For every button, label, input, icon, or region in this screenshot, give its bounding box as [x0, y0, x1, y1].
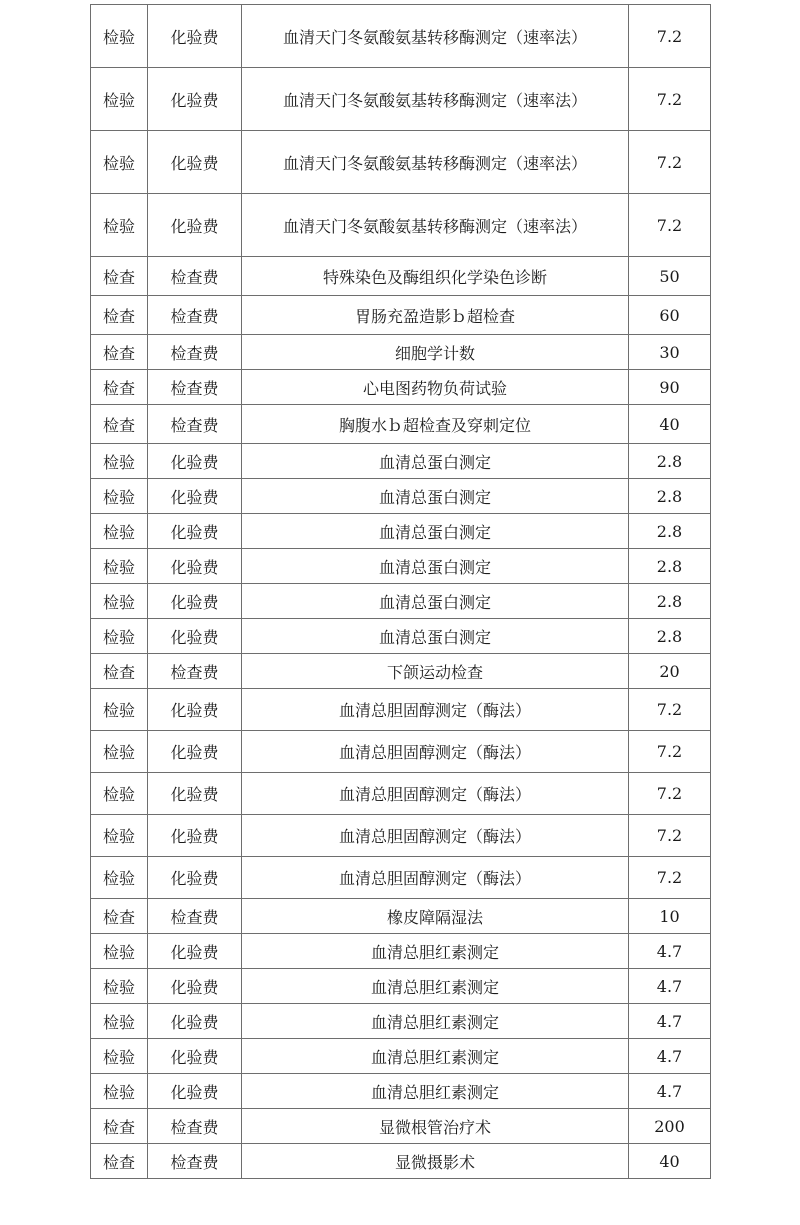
fee-type-cell — [148, 584, 242, 619]
table-row — [91, 689, 711, 731]
fee-type-cell-text: 化验费 — [170, 977, 219, 997]
category-cell — [91, 1144, 148, 1179]
price-cell — [629, 969, 711, 1004]
category-cell — [91, 584, 148, 619]
fee-type-cell — [148, 1039, 242, 1074]
category-cell — [91, 899, 148, 934]
price-cell — [629, 5, 711, 68]
fee-type-cell-text: 检查费 — [170, 907, 219, 927]
price-cell-text: 7.2 — [656, 89, 683, 109]
item-name-cell-text: 血清总蛋白测定 — [378, 452, 491, 472]
item-name-cell-text: 显微摄影术 — [394, 1152, 475, 1172]
fee-type-cell-text: 化验费 — [170, 1047, 219, 1067]
price-cell — [629, 654, 711, 689]
item-name-cell — [242, 1004, 629, 1039]
item-name-cell — [242, 899, 629, 934]
fee-type-cell — [148, 335, 242, 370]
category-cell-text: 检验 — [102, 557, 135, 577]
category-cell-text: 检验 — [102, 522, 135, 542]
category-cell — [91, 514, 148, 549]
price-cell — [629, 1074, 711, 1109]
table-row — [91, 479, 711, 514]
fee-type-cell — [148, 194, 242, 257]
item-name-cell-text: 特殊染色及酶组织化学染色诊断 — [322, 267, 547, 287]
category-cell — [91, 405, 148, 444]
price-cell-text: 2.8 — [656, 521, 683, 541]
fee-type-cell — [148, 1144, 242, 1179]
price-cell — [629, 731, 711, 773]
item-name-cell — [242, 405, 629, 444]
price-cell — [629, 257, 711, 296]
fee-type-cell — [148, 654, 242, 689]
item-name-cell — [242, 257, 629, 296]
category-cell-text: 检验 — [102, 743, 135, 762]
price-cell — [629, 1109, 711, 1144]
price-cell-text: 7.2 — [656, 215, 683, 235]
table-row — [91, 773, 711, 815]
table-row — [91, 857, 711, 899]
price-cell-text: 50 — [659, 266, 680, 286]
table-row — [91, 1004, 711, 1039]
item-name-cell-text: 血清总胆固醇测定（酶法） — [338, 701, 531, 720]
price-cell — [629, 689, 711, 731]
category-cell-text: 检验 — [102, 977, 135, 997]
item-name-cell-text: 血清天门冬氨酸氨基转移酶测定（速率法） — [282, 90, 587, 110]
fee-type-cell — [148, 479, 242, 514]
table-row — [91, 405, 711, 444]
fee-type-cell-text: 检查费 — [170, 306, 219, 326]
fee-type-cell — [148, 731, 242, 773]
category-cell — [91, 479, 148, 514]
fee-type-cell — [148, 370, 242, 405]
fee-type-cell-text: 化验费 — [170, 27, 219, 47]
fee-type-cell-text: 化验费 — [170, 557, 219, 577]
price-cell-text: 4.7 — [656, 941, 683, 961]
table-row — [91, 370, 711, 405]
fee-type-cell — [148, 619, 242, 654]
item-name-cell-text: 血清总胆红素测定 — [370, 977, 499, 997]
price-cell — [629, 549, 711, 584]
price-cell-text: 7.2 — [656, 700, 683, 719]
item-name-cell — [242, 1109, 629, 1144]
category-cell — [91, 5, 148, 68]
price-cell — [629, 1004, 711, 1039]
fee-type-cell — [148, 773, 242, 815]
item-name-cell-text: 血清总胆固醇测定（酶法） — [338, 869, 531, 888]
item-name-cell — [242, 857, 629, 899]
table-row — [91, 654, 711, 689]
price-cell — [629, 899, 711, 934]
item-name-cell — [242, 479, 629, 514]
fee-table-container — [90, 4, 710, 1179]
fee-type-cell — [148, 1109, 242, 1144]
item-name-cell — [242, 370, 629, 405]
item-name-cell — [242, 584, 629, 619]
fee-type-cell — [148, 131, 242, 194]
category-cell-text: 检验 — [102, 487, 135, 507]
category-cell — [91, 1109, 148, 1144]
table-row — [91, 934, 711, 969]
item-name-cell — [242, 1144, 629, 1179]
item-name-cell — [242, 194, 629, 257]
category-cell — [91, 857, 148, 899]
item-name-cell-text: 血清总蛋白测定 — [378, 627, 491, 647]
item-name-cell — [242, 296, 629, 335]
item-name-cell-text: 细胞学计数 — [394, 343, 475, 363]
table-row — [91, 619, 711, 654]
price-cell — [629, 1144, 711, 1179]
table-row — [91, 257, 711, 296]
price-cell-text: 2.8 — [656, 451, 683, 471]
fee-type-cell — [148, 689, 242, 731]
item-name-cell-text: 血清总蛋白测定 — [378, 487, 491, 507]
item-name-cell-text: 血清总蛋白测定 — [378, 522, 491, 542]
fee-type-cell — [148, 444, 242, 479]
price-cell — [629, 405, 711, 444]
item-name-cell — [242, 934, 629, 969]
category-cell — [91, 731, 148, 773]
category-cell-text: 检查 — [102, 267, 135, 287]
category-cell — [91, 194, 148, 257]
category-cell — [91, 1074, 148, 1109]
category-cell — [91, 549, 148, 584]
item-name-cell — [242, 5, 629, 68]
fee-type-cell-text: 化验费 — [170, 153, 219, 173]
item-name-cell — [242, 514, 629, 549]
item-name-cell — [242, 1039, 629, 1074]
item-name-cell-text: 下颌运动检查 — [386, 662, 483, 682]
table-row — [91, 5, 711, 68]
fee-type-cell — [148, 514, 242, 549]
category-cell-text: 检验 — [102, 1047, 135, 1067]
fee-type-cell-text: 化验费 — [170, 627, 219, 647]
fee-type-cell — [148, 969, 242, 1004]
price-cell — [629, 619, 711, 654]
fee-type-cell-text: 检查费 — [170, 267, 219, 287]
item-name-cell-text: 显微根管治疗术 — [378, 1117, 491, 1137]
price-cell-text: 90 — [659, 377, 680, 397]
price-cell — [629, 773, 711, 815]
price-cell — [629, 194, 711, 257]
item-name-cell-text: 血清总胆固醇测定（酶法） — [338, 785, 531, 804]
price-cell-text: 4.7 — [656, 1011, 683, 1031]
price-cell-text: 2.8 — [656, 591, 683, 611]
price-cell-text: 2.8 — [656, 626, 683, 646]
table-row — [91, 68, 711, 131]
item-name-cell-text: 血清总蛋白测定 — [378, 557, 491, 577]
fee-type-cell-text: 化验费 — [170, 592, 219, 612]
item-name-cell — [242, 68, 629, 131]
price-cell-text: 40 — [659, 414, 680, 434]
fee-type-cell-text: 化验费 — [170, 869, 219, 888]
fee-type-cell — [148, 815, 242, 857]
fee-type-cell-text: 化验费 — [170, 522, 219, 542]
item-name-cell — [242, 131, 629, 194]
category-cell-text: 检验 — [102, 827, 135, 846]
price-cell-text: 200 — [654, 1116, 685, 1136]
fee-type-cell-text: 化验费 — [170, 827, 219, 846]
table-row — [91, 815, 711, 857]
category-cell-text: 检查 — [102, 378, 135, 398]
item-name-cell-text: 胸腹水ｂ超检查及穿刺定位 — [338, 415, 531, 435]
category-cell-text: 检查 — [102, 1117, 135, 1137]
table-row — [91, 514, 711, 549]
item-name-cell-text: 血清总胆固醇测定（酶法） — [338, 827, 531, 846]
category-cell — [91, 1004, 148, 1039]
fee-type-cell-text: 化验费 — [170, 701, 219, 720]
category-cell — [91, 815, 148, 857]
category-cell — [91, 131, 148, 194]
item-name-cell — [242, 689, 629, 731]
price-cell-text: 40 — [659, 1151, 680, 1171]
category-cell — [91, 257, 148, 296]
price-cell — [629, 444, 711, 479]
category-cell-text: 检验 — [102, 153, 135, 173]
item-name-cell-text: 血清总蛋白测定 — [378, 592, 491, 612]
category-cell-text: 检查 — [102, 907, 135, 927]
category-cell — [91, 296, 148, 335]
category-cell-text: 检验 — [102, 627, 135, 647]
price-cell-text: 4.7 — [656, 1046, 683, 1066]
category-cell-text: 检查 — [102, 306, 135, 326]
fee-type-cell — [148, 296, 242, 335]
table-row — [91, 1109, 711, 1144]
item-name-cell-text: 血清总胆红素测定 — [370, 1082, 499, 1102]
category-cell — [91, 654, 148, 689]
category-cell-text: 检验 — [102, 869, 135, 888]
fee-type-cell-text: 化验费 — [170, 1082, 219, 1102]
item-name-cell — [242, 444, 629, 479]
fee-type-cell — [148, 934, 242, 969]
fee-table — [90, 4, 711, 1179]
category-cell-text: 检验 — [102, 1012, 135, 1032]
table-row — [91, 335, 711, 370]
category-cell-text: 检验 — [102, 942, 135, 962]
item-name-cell — [242, 731, 629, 773]
category-cell-text: 检查 — [102, 415, 135, 435]
category-cell-text: 检验 — [102, 452, 135, 472]
fee-type-cell-text: 化验费 — [170, 452, 219, 472]
fee-type-cell — [148, 1074, 242, 1109]
table-row — [91, 1039, 711, 1074]
price-cell-text: 7.2 — [656, 784, 683, 803]
table-row — [91, 444, 711, 479]
item-name-cell — [242, 815, 629, 857]
fee-type-cell — [148, 549, 242, 584]
item-name-cell-text: 胃肠充盈造影ｂ超检查 — [354, 306, 515, 326]
price-cell-text: 7.2 — [656, 26, 683, 46]
category-cell — [91, 969, 148, 1004]
price-cell — [629, 68, 711, 131]
table-row — [91, 731, 711, 773]
fee-type-cell-text: 化验费 — [170, 90, 219, 110]
category-cell — [91, 689, 148, 731]
category-cell-text: 检查 — [102, 343, 135, 363]
category-cell — [91, 934, 148, 969]
fee-type-cell-text: 化验费 — [170, 487, 219, 507]
item-name-cell — [242, 549, 629, 584]
fee-type-cell-text: 化验费 — [170, 743, 219, 762]
price-cell-text: 4.7 — [656, 976, 683, 996]
item-name-cell-text: 血清天门冬氨酸氨基转移酶测定（速率法） — [282, 216, 587, 236]
category-cell-text: 检查 — [102, 1152, 135, 1172]
price-cell — [629, 584, 711, 619]
price-cell-text: 7.2 — [656, 826, 683, 845]
item-name-cell-text: 心电图药物负荷试验 — [362, 378, 507, 398]
fee-type-cell — [148, 68, 242, 131]
table-row — [91, 899, 711, 934]
price-cell — [629, 370, 711, 405]
price-cell-text: 7.2 — [656, 152, 683, 172]
category-cell-text: 检验 — [102, 90, 135, 110]
price-cell-text: 7.2 — [656, 868, 683, 887]
item-name-cell-text: 血清总胆红素测定 — [370, 942, 499, 962]
price-cell-text: 7.2 — [656, 742, 683, 761]
category-cell-text: 检验 — [102, 1082, 135, 1102]
fee-table-body — [91, 5, 711, 1179]
item-name-cell — [242, 1074, 629, 1109]
fee-type-cell-text: 检查费 — [170, 1152, 219, 1172]
price-cell — [629, 131, 711, 194]
price-cell — [629, 934, 711, 969]
price-cell-text: 2.8 — [656, 556, 683, 576]
category-cell-text: 检验 — [102, 216, 135, 236]
table-row — [91, 194, 711, 257]
table-row — [91, 584, 711, 619]
category-cell-text: 检验 — [102, 785, 135, 804]
price-cell — [629, 335, 711, 370]
item-name-cell-text: 血清总胆红素测定 — [370, 1047, 499, 1067]
fee-type-cell — [148, 257, 242, 296]
table-row — [91, 1074, 711, 1109]
price-cell — [629, 479, 711, 514]
item-name-cell — [242, 619, 629, 654]
category-cell — [91, 773, 148, 815]
category-cell — [91, 444, 148, 479]
item-name-cell — [242, 773, 629, 815]
fee-type-cell — [148, 5, 242, 68]
item-name-cell — [242, 335, 629, 370]
item-name-cell-text: 血清天门冬氨酸氨基转移酶测定（速率法） — [282, 27, 587, 47]
fee-type-cell-text: 化验费 — [170, 216, 219, 236]
price-cell-text: 60 — [659, 305, 680, 325]
price-cell-text: 30 — [659, 342, 680, 362]
price-cell-text: 10 — [659, 906, 680, 926]
item-name-cell — [242, 654, 629, 689]
price-cell-text: 20 — [659, 661, 680, 681]
category-cell — [91, 370, 148, 405]
fee-type-cell-text: 检查费 — [170, 662, 219, 682]
item-name-cell-text: 血清总胆固醇测定（酶法） — [338, 743, 531, 762]
table-row — [91, 549, 711, 584]
fee-type-cell-text: 检查费 — [170, 378, 219, 398]
price-cell — [629, 296, 711, 335]
price-cell — [629, 857, 711, 899]
fee-type-cell — [148, 899, 242, 934]
fee-type-cell — [148, 405, 242, 444]
table-row — [91, 131, 711, 194]
category-cell — [91, 619, 148, 654]
price-cell — [629, 815, 711, 857]
item-name-cell-text: 血清总胆红素测定 — [370, 1012, 499, 1032]
table-row — [91, 1144, 711, 1179]
fee-type-cell-text: 检查费 — [170, 415, 219, 435]
fee-type-cell-text: 检查费 — [170, 1117, 219, 1137]
category-cell — [91, 1039, 148, 1074]
item-name-cell-text: 橡皮障隔湿法 — [386, 907, 483, 927]
price-cell — [629, 1039, 711, 1074]
category-cell-text: 检查 — [102, 662, 135, 682]
category-cell-text: 检验 — [102, 701, 135, 720]
fee-type-cell-text: 检查费 — [170, 343, 219, 363]
price-cell-text: 4.7 — [656, 1081, 683, 1101]
price-cell-text: 2.8 — [656, 486, 683, 506]
table-row — [91, 296, 711, 335]
fee-type-cell-text: 化验费 — [170, 942, 219, 962]
category-cell-text: 检验 — [102, 27, 135, 47]
fee-type-cell — [148, 857, 242, 899]
fee-type-cell-text: 化验费 — [170, 785, 219, 804]
fee-type-cell-text: 化验费 — [170, 1012, 219, 1032]
fee-type-cell — [148, 1004, 242, 1039]
price-cell — [629, 514, 711, 549]
category-cell — [91, 68, 148, 131]
table-row — [91, 969, 711, 1004]
category-cell-text: 检验 — [102, 592, 135, 612]
category-cell — [91, 335, 148, 370]
item-name-cell-text: 血清天门冬氨酸氨基转移酶测定（速率法） — [282, 153, 587, 173]
item-name-cell — [242, 969, 629, 1004]
